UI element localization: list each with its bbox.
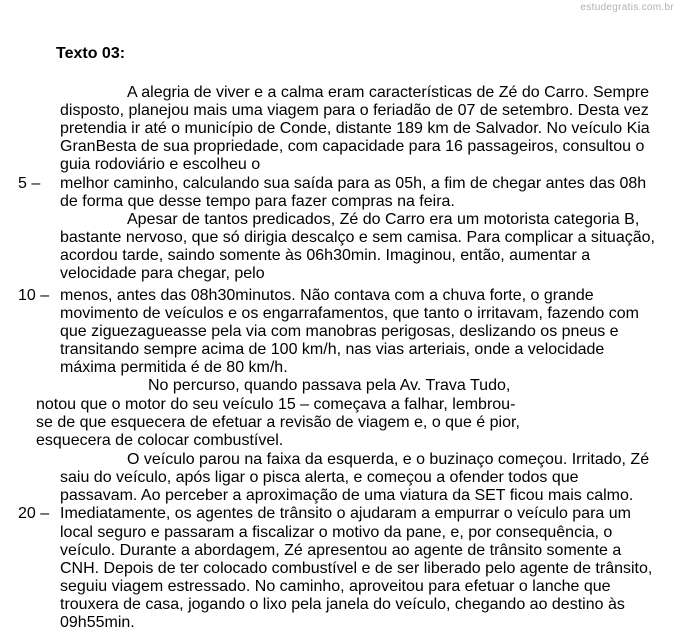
text-line: melhor caminho, calculando sua saída para as 05h, a fim de chegar antes das 08h xyxy=(60,175,647,192)
line-number-20: 20 – xyxy=(18,505,50,522)
text-line: No percurso, quando passava pela Av. Trava Tudo, xyxy=(148,377,511,394)
text-line: saiu do veículo, após ligar o pisca alerta, e começou a ofender todos que xyxy=(60,469,579,486)
text-line: esquecera de colocar combustível. xyxy=(36,432,284,449)
text-line: que ziguezagueasse pela via com manobras perigosas, deslizando os pneus e xyxy=(60,323,619,340)
text-line: local seguro e passaram a fiscalizar o motivo da pane, e, por consequência, o xyxy=(60,524,613,541)
text-line: disposto, planejou mais uma viagem para o feriadão de 07 de setembro. Desta vez xyxy=(60,102,649,119)
text-line: veículo. Durante a abordagem, Zé apresentou ao agente de trânsito somente a xyxy=(60,542,622,559)
text-line: se de que esquecera de efetuar a revisão de viagem e, o que é pior, xyxy=(36,414,520,431)
text-line: O veículo parou na faixa da esquerda, e o buzinaço começou. Irritado, Zé xyxy=(127,451,650,468)
text-line: Apesar de tantos predicados, Zé do Carro era um motorista categoria B, xyxy=(127,211,640,228)
text-line: seguiu viagem estressado. No caminho, aproveitou para efetuar o lanche que xyxy=(60,578,611,595)
text-line: transitando sempre acima de 100 km/h, nas vias arteriais, onde a velocidade xyxy=(60,341,605,358)
text-line: 09h55min. xyxy=(60,614,135,631)
text-line: A alegria de viver e a calma eram características de Zé do Carro. Sempre xyxy=(127,84,649,101)
text-line: guia rodoviário e escolheu o xyxy=(60,156,261,173)
text-line: movimento de veículos e os engarrafamentos, que tanto o irritavam, fazendo com xyxy=(60,305,639,322)
line-number-5: 5 – xyxy=(18,175,41,192)
text-line: trouxera de casa, jogando o lixo pela janela do veículo, chegando ao destino às xyxy=(60,596,625,613)
text-line: pretendia ir até o município de Conde, distante 189 km de Salvador. No veículo Kia xyxy=(60,120,650,137)
text-line: passavam. Ao perceber a aproximação de uma viatura da SET ficou mais calmo. xyxy=(60,487,634,504)
text-line: GranBesta de sua propriedade, com capacidade para 16 passageiros, consultou o xyxy=(60,138,645,155)
text-line: CNH. Depois de ter colocado combustível e de ser liberado pelo agente de trânsito, xyxy=(60,560,653,577)
text-line: notou que o motor do seu veículo 15 – começava a falhar, lembrou- xyxy=(36,396,516,413)
line-number-10: 10 – xyxy=(18,287,50,304)
text-title: Texto 03: xyxy=(56,45,126,62)
text-line: Imediatamente, os agentes de trânsito o ajudaram a empurrar o veículo para um xyxy=(60,505,631,522)
text-line: bastante nervoso, que só dirigia descalço e sem camisa. Para complicar a situação, xyxy=(60,229,655,246)
site-watermark: estudegratis.com.br xyxy=(580,2,674,13)
text-line: de forma que desse tempo para fazer compras na feira. xyxy=(60,193,455,210)
text-line: velocidade para chegar, pelo xyxy=(60,265,265,282)
text-line: acordou tarde, saindo somente às 06h30min. Imaginou, então, aumentar a xyxy=(60,247,591,264)
text-line: máxima permitida é de 80 km/h. xyxy=(60,359,288,376)
text-line: menos, antes das 08h30minutos. Não contava com a chuva forte, o grande xyxy=(60,287,594,304)
